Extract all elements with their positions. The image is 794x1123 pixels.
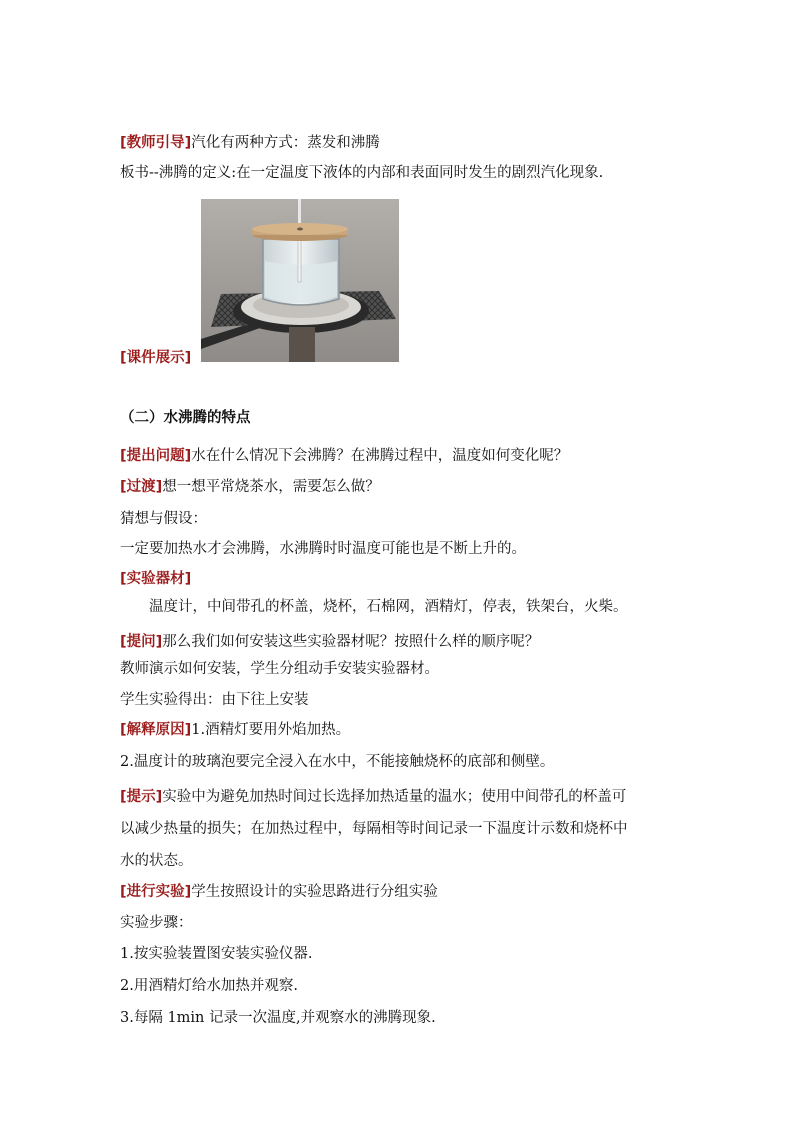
paragraph-raise-question bbox=[120, 446, 568, 466]
paragraph-equipment-list: 温度计，中间带孔的杯盖，烧杯，石棉网，酒精灯，停表，铁架台，火柴。 bbox=[149, 599, 628, 615]
paragraph-hypothesis-label: 猜想与假设： bbox=[120, 511, 207, 527]
paragraph-student-result: 学生实验得出：由下往上安装 bbox=[120, 692, 309, 708]
section-heading: （二）水沸腾的特点 bbox=[120, 410, 251, 426]
text-teacher-guide: 汽化有两种方式：蒸发和沸腾 bbox=[191, 135, 380, 151]
tag-courseware-display: [课件展示] bbox=[120, 350, 192, 366]
paragraph-thermometer-note: 2.温度计的玻璃泡要完全浸入在水中，不能接触烧杯的底部和侧壁。 bbox=[120, 754, 555, 770]
text-hint-1: 实验中为避免加热时间过长选择加热适量的温水；使用中间带孔的杯盖可 bbox=[162, 789, 627, 805]
tag-explain-reason: [解释原因] bbox=[120, 722, 192, 738]
step-3: 3.每隔 1min 记录一次温度,并观察水的沸腾现象. bbox=[120, 1010, 436, 1026]
beaker-apparatus-image bbox=[201, 199, 399, 362]
text-raise-question: 水在什么情况下会沸腾？在沸腾过程中，温度如何变化呢？ bbox=[191, 448, 569, 464]
paragraph-hint-2: 以减少热量的损失；在加热过程中，每隔相等时间记录一下温度计示数和烧杯中 bbox=[120, 821, 628, 837]
step-2: 2.用酒精灯给水加热并观察. bbox=[120, 978, 298, 994]
paragraph-ask bbox=[120, 632, 539, 652]
tag-equipment: [实验器材] bbox=[120, 571, 192, 587]
tag-hint: [提示] bbox=[120, 789, 163, 805]
text-ask: 那么我们如何安装这些实验器材呢？按照什么样的顺序呢？ bbox=[162, 634, 540, 650]
step-1: 1.按实验装置图安装实验仪器. bbox=[120, 946, 313, 962]
paragraph-transition bbox=[120, 477, 380, 497]
experiment-photo bbox=[201, 199, 399, 362]
paragraph-hypothesis: 一定要加热水才会沸腾，水沸腾时时温度可能也是不断上升的。 bbox=[120, 541, 526, 557]
paragraph-conduct-experiment bbox=[120, 882, 438, 902]
paragraph-boiling-definition: 板书--沸腾的定义:在一定温度下液体的内部和表面同时发生的剧烈汽化现象. bbox=[120, 165, 604, 181]
paragraph-hint bbox=[120, 787, 626, 807]
tag-transition: [过渡] bbox=[120, 479, 163, 495]
paragraph-teacher-guide bbox=[120, 133, 380, 153]
paragraph-hint-3: 水的状态。 bbox=[120, 853, 193, 869]
tag-raise-question: [提出问题] bbox=[120, 448, 192, 464]
tag-teacher-guide: [教师引导] bbox=[120, 135, 192, 151]
paragraph-steps-label: 实验步骤： bbox=[120, 915, 193, 931]
tag-ask: [提问] bbox=[120, 634, 163, 650]
text-conduct-experiment: 学生按照设计的实验思路进行分组实验 bbox=[191, 884, 438, 900]
paragraph-explain-reason bbox=[120, 720, 350, 740]
paragraph-courseware-display bbox=[120, 348, 191, 368]
tag-conduct-experiment: [进行实验] bbox=[120, 884, 192, 900]
text-explain-reason: 1.酒精灯要用外焰加热。 bbox=[191, 722, 351, 738]
paragraph-teacher-demo: 教师演示如何安装，学生分组动手安装实验器材。 bbox=[120, 661, 439, 677]
paragraph-equipment-label bbox=[120, 569, 191, 589]
text-transition: 想一想平常烧茶水，需要怎么做？ bbox=[162, 479, 380, 495]
